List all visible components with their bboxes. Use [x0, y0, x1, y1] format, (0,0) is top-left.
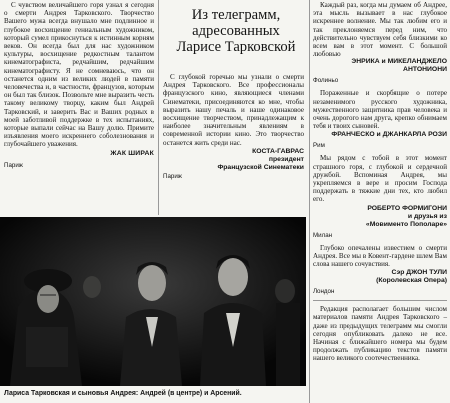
- telegram-text: С чувством величайшего горя узнал я сегодня о смерти Андрея Тарковского. Творчество Вашего мужа всегда внушало мне подлинное и глубокое восхищение гениальным художником, который сумел прикоснуться к истинным корням веков. Он всегда был для нас художником культуры, восхищение редкостным талантом кинематографиста, редчайшим, редчайшим кинематографисту. Я не сомневаюсь, что он останется одним из великих людей в памяти человечества и, в частности, французов, которым он был так близок. Позвольте мне выразить честь такому великому творцу, каким был Андрей Тарковский, и заверить Вас и Ваших родных в моей заботливой поддержке в тех испытаниях, которые выпали сейчас на Вашу долю. Примите изъявления моего искреннего соболезнования и глубочайшего уважения.: [4, 1, 154, 149]
- city-label: Лондон: [313, 288, 335, 296]
- left-column: [4, 0, 154, 174]
- telegram-text: Мы рядом с тобой в этот момент страшного горя, с глубокой и сердечной дружбой. Вспоминая Андрея, мы укрепляемся в вере и просим Господа поддержать в тяжкие дни тех, кто любил его.: [313, 154, 447, 204]
- telegram-text: Пораженные и скорбящие о потере незаменимого русского художника, мужественного защитника прав человека и очень дорогого нам друга, крепко обнимаем тебя и твоих сыновей.: [313, 89, 447, 131]
- city-label: Рим: [313, 142, 325, 150]
- title-line: Из телеграмм,: [191, 7, 281, 23]
- telegram-text: Каждый раз, когда мы думаем об Андрее, эта мысль вызывает в нас глубокое искреннее волнение. Мы так любим его и так преклоняемся перед ним, что действительно чувствуем себя близкими ко всем вам в этот момент. С большой любовью: [313, 1, 447, 59]
- telegram-text: С глубокой горечью мы узнали о смерти Андрея Тарковского. Все профессионалы французского кино, являющиеся членами Синематеки, присоединяются ко мне, чтобы выразить нашу печаль и наше одинаковое восхищение творчеством, принадлежащим к наиболее значительным явлениям в современной истории кино. Это творчество останется жить среди нас.: [163, 73, 304, 147]
- signature-role: Французской Синематеки: [217, 163, 304, 171]
- middle-column: [163, 73, 304, 185]
- signature: ЭНРИКА и МИКЕЛАНДЖЕЛО АНТОНИОНИ: [351, 58, 447, 74]
- signature-role: (Королевская Опера): [376, 277, 447, 285]
- signature: РОБЕРТО ФОРМИГОНИ: [367, 204, 447, 212]
- signature: ФРАНЧЕСКО и ДЖАНКАРЛА РОЗИ: [331, 131, 447, 139]
- title-line: Ларисе Тарковской: [176, 38, 296, 55]
- signature-role: и друзья из: [407, 212, 447, 220]
- photo-caption: Лариса Тарковская и сыновья Андрея: Андрей (в центре) и Арсений.: [4, 390, 242, 397]
- column-rule: [158, 0, 159, 215]
- column-rule: [309, 0, 310, 403]
- telegram-text: Глубоко опечалены известием о смерти Андрея. Все мы в Ковент-гардене шлем Вам слова нашего сочувствия.: [313, 243, 447, 269]
- editorial-rule: [313, 300, 447, 301]
- photo: [0, 217, 306, 386]
- right-column: [313, 0, 447, 363]
- signature: КОСТА-ГАВРАС: [252, 147, 304, 155]
- article-title: [162, 8, 310, 55]
- signature-role: «Мовименто Пополаре»: [365, 220, 447, 228]
- signature: ЖАК ШИРАК: [110, 149, 154, 157]
- signature-role: президент: [268, 155, 304, 163]
- city-label: Париж: [4, 161, 23, 169]
- city-label: Фолиньо: [313, 77, 339, 85]
- city-label: Милан: [313, 231, 333, 239]
- editorial-note: Редакция располагает большим числом материалов памяти Андрея Тарковского – даже из предыдущих телеграмм мы смогли сегодня опубликовать далеко не все. Начиная с ближайшего номера мы будем продолжать публикацию текстов памяти нашего великого соотечественника.: [313, 305, 447, 363]
- city-label: Париж: [163, 172, 182, 180]
- title-line: адресованных: [192, 22, 280, 39]
- signature: Сэр ДЖОН ТУЛИ: [391, 269, 447, 277]
- photo-image: [0, 217, 306, 386]
